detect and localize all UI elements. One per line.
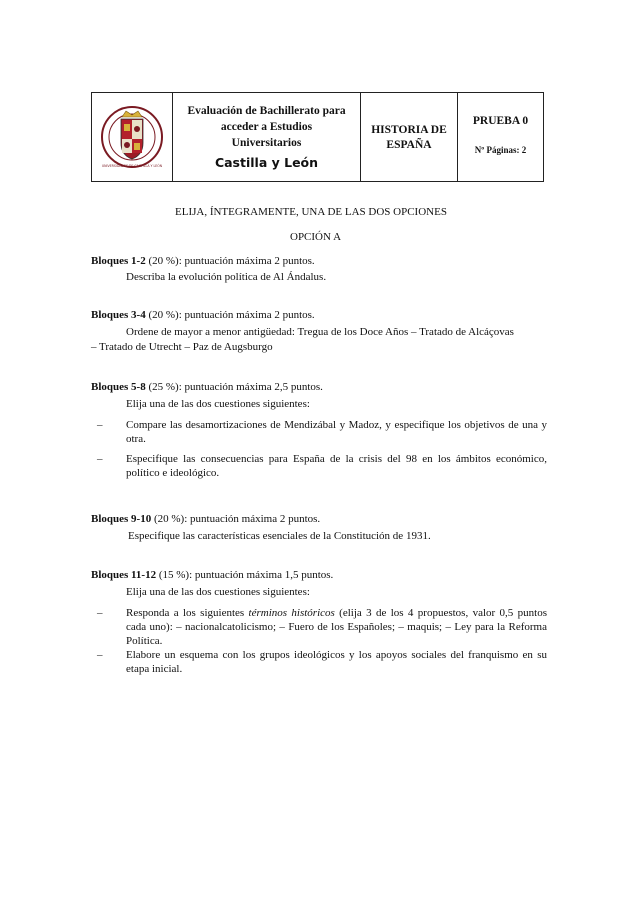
block-heading: Bloques 3-4 (20 %): puntuación máxima 2 puntos. xyxy=(91,309,315,321)
evaluation-cell xyxy=(173,93,361,181)
block-intro: Elija una de las dos cuestiones siguientes: xyxy=(126,398,310,410)
block-question-line1: Ordene de mayor a menor antigüedad: Tregua de los Doce Años – Tratado de Alcáçovas xyxy=(126,326,514,338)
block-heading: Bloques 1-2 (20 %): puntuación máxima 2 puntos. xyxy=(91,255,315,267)
subject-line1: HISTORIA DE xyxy=(371,124,447,136)
evaluation-title-line3: Universitarios xyxy=(231,137,302,149)
list-item: Especifique las consecuencias para España de la crisis del 98 en los ámbitos económico, político e ideológico. xyxy=(126,453,547,479)
list-item: Compare las desamortizaciones de Mendizábal y Madoz, y especifique los objetivos de una y otra. xyxy=(126,419,547,445)
block-intro: Elija una de las dos cuestiones siguientes: xyxy=(126,586,310,598)
logo-cell xyxy=(92,93,173,181)
page-count: Nº Páginas: 2 xyxy=(474,145,527,155)
subject-cell xyxy=(361,93,458,181)
test-name: PRUEBA 0 xyxy=(472,115,529,127)
evaluation-title-line2: acceder a Estudios xyxy=(220,121,313,133)
list-dash: – xyxy=(97,419,103,431)
block-heading: Bloques 9-10 (20 %): puntuación máxima 2 puntos. xyxy=(91,513,321,525)
instruction-text: ELIJA, ÍNTEGRAMENTE, UNA DE LAS DOS OPCIONES xyxy=(175,206,447,218)
test-cell xyxy=(458,93,543,181)
exam-header-table xyxy=(91,92,544,182)
subject-line2: ESPAÑA xyxy=(386,139,432,151)
list-dash: – xyxy=(97,607,103,619)
block-heading: Bloques 5-8 (25 %): puntuación máxima 2,5 puntos. xyxy=(91,381,323,393)
block-heading: Bloques 11-12 (15 %): puntuación máxima 1,5 puntos. xyxy=(91,569,334,581)
logo-text: UNIVERSIDADES DE CASTILLA Y LEÓN xyxy=(101,164,163,168)
block-question: Especifique las características esenciales de la Constitución de 1931. xyxy=(128,530,431,542)
list-item: Responda a los siguientes términos históricos (elija 3 de los 4 propuestos, valor 0,5 puntos cada uno): – nacionalcatolicismo; – Fuero de los Españoles; – maquis; – Ley para la Reforma Política. xyxy=(126,607,547,647)
list-dash: – xyxy=(97,649,103,661)
region-name: Castilla y León xyxy=(214,155,319,170)
evaluation-title-line1: Evaluación de Bachillerato para xyxy=(187,105,346,117)
list-item: Elabore un esquema con los grupos ideológicos y los apoyos sociales del franquismo en su etapa inicial. xyxy=(126,649,547,675)
university-crest-icon xyxy=(100,105,164,169)
block-question: Describa la evolución política de Al Ándalus. xyxy=(126,271,327,283)
option-title: OPCIÓN A xyxy=(290,231,342,243)
block-question-line2: – Tratado de Utrecht – Paz de Augsburgo xyxy=(91,341,273,353)
list-dash: – xyxy=(97,453,103,465)
